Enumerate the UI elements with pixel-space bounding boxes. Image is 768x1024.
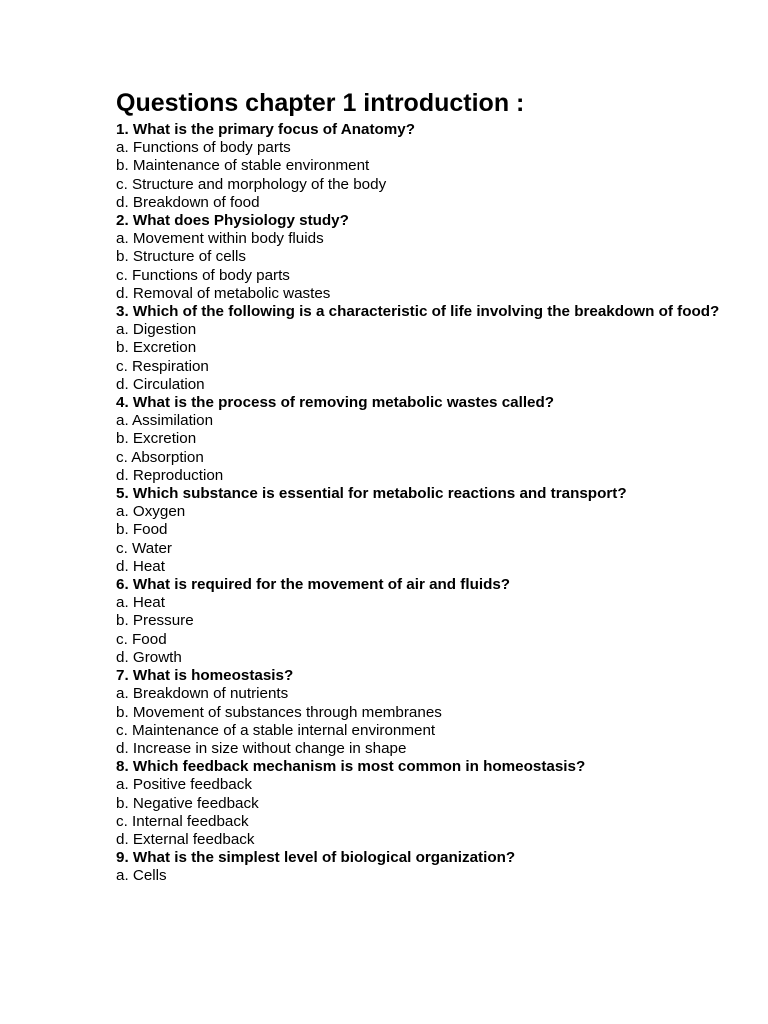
- answer-option: c. Respiration: [116, 357, 209, 375]
- question-block: [116, 667, 736, 758]
- answer-option: a. Cells: [116, 867, 167, 885]
- answer-option: a. Digestion: [116, 321, 197, 339]
- answer-option: b. Excretion: [116, 430, 197, 448]
- question-block: [116, 212, 736, 303]
- answer-option: b. Structure of cells: [116, 248, 246, 266]
- answer-option: c. Water: [116, 539, 172, 557]
- question-block: [116, 758, 736, 849]
- answer-option: d. External feedback: [116, 830, 255, 848]
- question-block: [116, 485, 736, 576]
- answer-option: b. Negative feedback: [116, 794, 259, 812]
- document-title: Questions chapter 1 introduction :: [116, 89, 525, 117]
- question-list: [116, 121, 736, 886]
- answer-option: c. Functions of body parts: [116, 266, 290, 284]
- answer-option: d. Removal of metabolic wastes: [116, 284, 331, 302]
- answer-option: a. Heat: [116, 594, 165, 612]
- question-text: 8. Which feedback mechanism is most common in homeostasis?: [116, 758, 586, 776]
- answer-option: b. Food: [116, 521, 168, 539]
- answer-option: b. Excretion: [116, 339, 197, 357]
- question-block: [116, 394, 736, 485]
- answer-option: a. Assimilation: [116, 412, 214, 430]
- question-block: [116, 121, 736, 212]
- answer-option: d. Breakdown of food: [116, 193, 260, 211]
- answer-option: c. Internal feedback: [116, 812, 249, 830]
- question-text: 2. What does Physiology study?: [116, 212, 349, 230]
- answer-option: d. Increase in size without change in shape: [116, 739, 407, 757]
- question-block: [116, 576, 736, 667]
- answer-option: d. Growth: [116, 648, 182, 666]
- document-page: [116, 86, 736, 886]
- answer-option: a. Positive feedback: [116, 776, 252, 794]
- question-text: 4. What is the process of removing metabolic wastes called?: [116, 394, 555, 412]
- answer-option: b. Pressure: [116, 612, 194, 630]
- answer-option: d. Reproduction: [116, 466, 224, 484]
- question-block: [116, 303, 736, 394]
- question-text: 1. What is the primary focus of Anatomy?: [116, 121, 416, 138]
- answer-option: d. Heat: [116, 557, 165, 575]
- question-text: 9. What is the simplest level of biological organization?: [116, 849, 516, 867]
- answer-option: a. Functions of body parts: [116, 139, 291, 157]
- answer-option: c. Structure and morphology of the body: [116, 175, 387, 193]
- answer-option: c. Food: [116, 630, 167, 648]
- answer-option: a. Movement within body fluids: [116, 230, 324, 248]
- question-text: 3. Which of the following is a characteristic of life involving the breakdown of food?: [116, 303, 720, 321]
- answer-option: b. Movement of substances through membranes: [116, 703, 442, 721]
- question-text: 5. Which substance is essential for metabolic reactions and transport?: [116, 485, 627, 503]
- question-block: [116, 849, 736, 885]
- answer-option: c. Maintenance of a stable internal environment: [116, 721, 436, 739]
- answer-option: c. Absorption: [116, 448, 204, 466]
- answer-option: d. Circulation: [116, 375, 205, 393]
- question-text: 6. What is required for the movement of air and fluids?: [116, 576, 511, 594]
- question-text: 7. What is homeostasis?: [116, 667, 294, 685]
- answer-option: a. Breakdown of nutrients: [116, 685, 289, 703]
- answer-option: b. Maintenance of stable environment: [116, 157, 370, 175]
- answer-option: a. Oxygen: [116, 503, 186, 521]
